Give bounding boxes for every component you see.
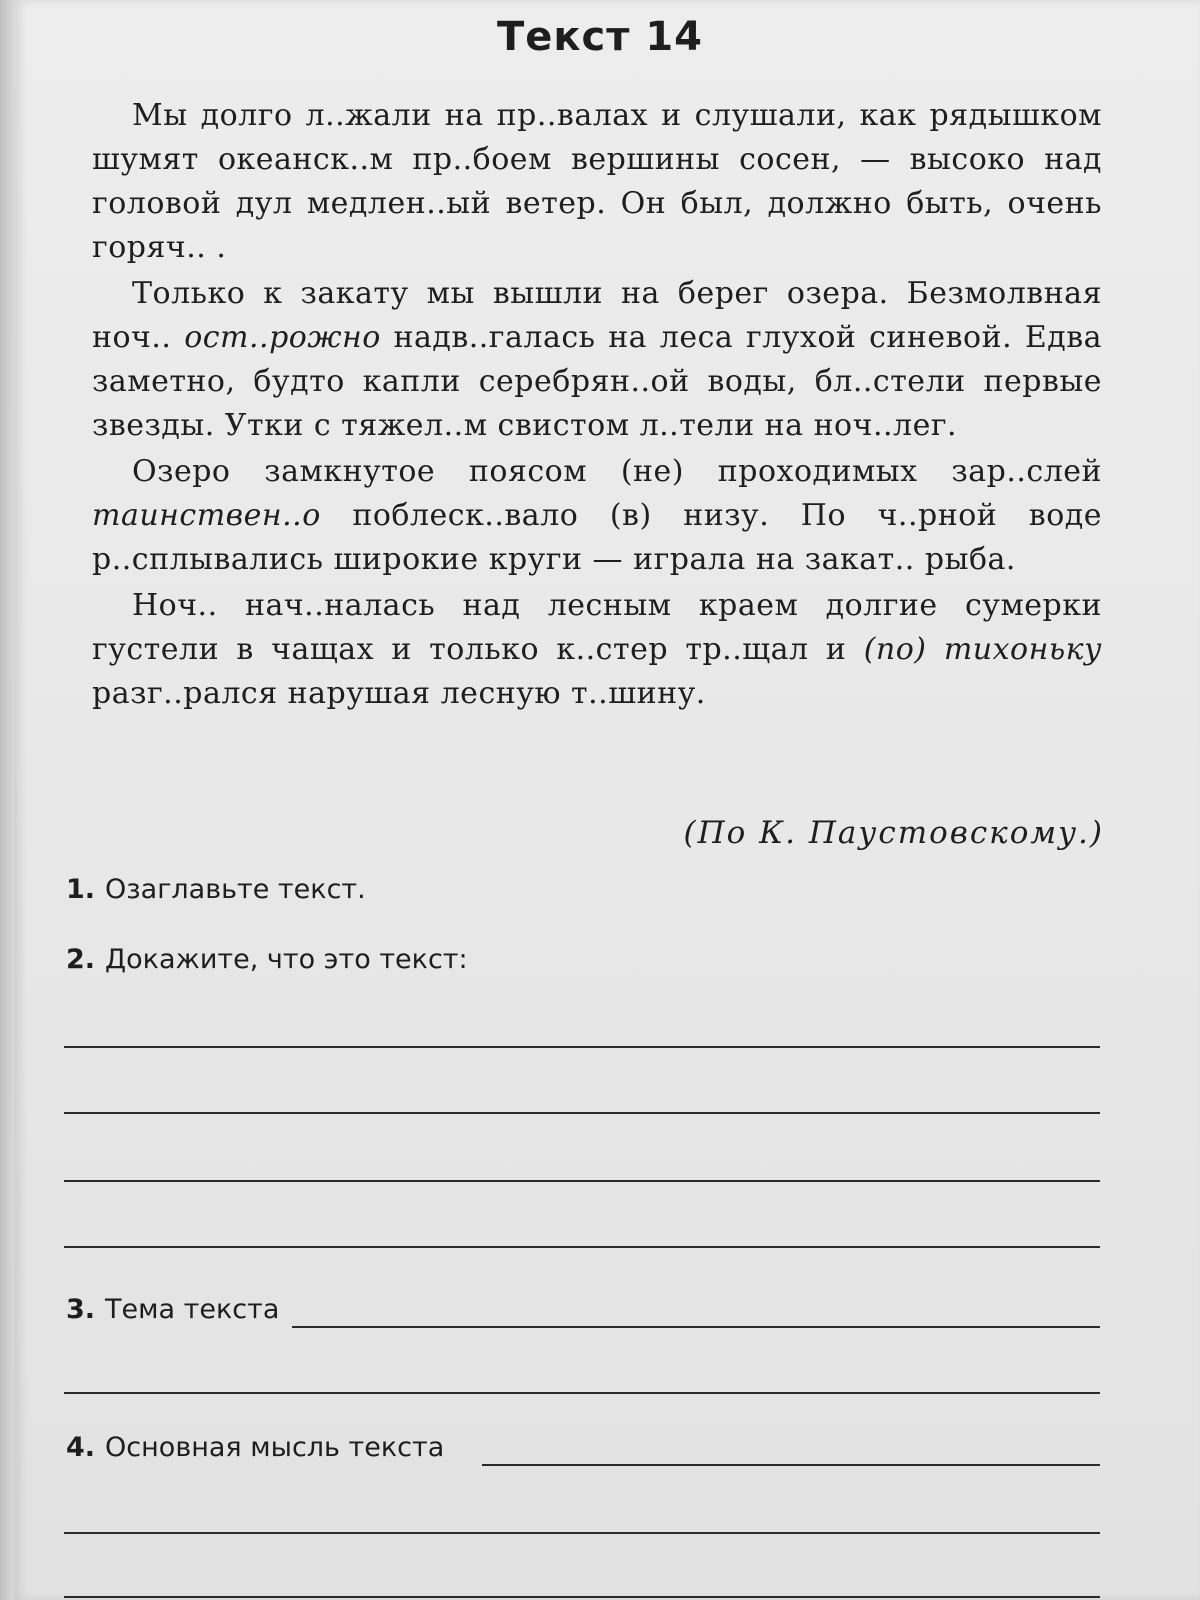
paragraph-3 — [92, 450, 1102, 582]
paragraph-3-italic-word: таинствен..о — [92, 498, 321, 533]
task-1-text: Озаглавьте текст. — [105, 874, 366, 905]
task-1-number: 1. — [66, 874, 96, 905]
paragraph-3-part-c: поблеск..вало (в) низу. По ч..рной воде р..сплывались широкие круги — играла на закат.. рыба. — [92, 498, 1102, 577]
answer-line[interactable] — [64, 1112, 1100, 1114]
paragraph-1: Мы долго л..жали на пр..валах и слушали, как рядышком шумят океанск..м пр..боем вершины сосен, — высоко над головой дул медлен..ый ветер. Он был, должно быть, очень горяч.. . — [92, 98, 1102, 265]
task-1 — [66, 874, 366, 905]
answer-line[interactable] — [292, 1326, 1100, 1328]
task-4 — [66, 1432, 444, 1463]
answer-line[interactable] — [482, 1464, 1100, 1466]
paragraph-4 — [92, 584, 1102, 716]
task-4-text: Основная мысль текста — [105, 1432, 445, 1463]
answer-line[interactable] — [64, 1180, 1100, 1182]
task-3-number: 3. — [66, 1294, 96, 1325]
answer-line[interactable] — [64, 1596, 1100, 1598]
task-2-number: 2. — [66, 944, 96, 975]
answer-line[interactable] — [64, 1246, 1100, 1248]
paragraph-2-part-c: надв..галась на леса глухой синевой. Едва заметно, будто капли серебрян..ой воды, бл..стели первые звезды. Утки с тяжел..м свистом л..тели на ноч..лег. — [92, 320, 1103, 443]
paragraph-4-italic-word: (по) тихоньку — [863, 632, 1102, 667]
answer-line[interactable] — [64, 1392, 1100, 1394]
task-2-text: Докажите, что это текст: — [105, 944, 468, 975]
task-3-text: Тема текста — [105, 1294, 280, 1325]
paragraph-3-part-a: Озеро замкнутое поясом (не) проходимых зар..слей — [132, 454, 1102, 489]
paragraph-2-italic-word: ост..рожно — [184, 320, 381, 355]
source-attribution: (По К. Паустовскому.) — [683, 815, 1104, 851]
task-2 — [66, 944, 468, 975]
paragraph-4-part-c: разг..рался нарушая лесную т..шину. — [92, 676, 706, 711]
page-edge — [0, 0, 14, 1600]
answer-line[interactable] — [64, 1532, 1100, 1534]
paragraph-2 — [92, 272, 1102, 448]
task-3 — [66, 1294, 279, 1325]
paragraph-4-part-a: Ноч.. нач..налась над лесным краем долгие сумерки густели в чащах и только к..стер тр..щал и — [92, 588, 1102, 667]
paragraph-2-part-a: Только к закату мы вышли на берег озера. Безмолвная ноч.. — [92, 276, 1102, 355]
task-4-number: 4. — [66, 1432, 96, 1463]
answer-line[interactable] — [64, 1046, 1100, 1048]
page-title: Текст 14 — [496, 14, 704, 60]
exercise-text — [92, 94, 1102, 716]
